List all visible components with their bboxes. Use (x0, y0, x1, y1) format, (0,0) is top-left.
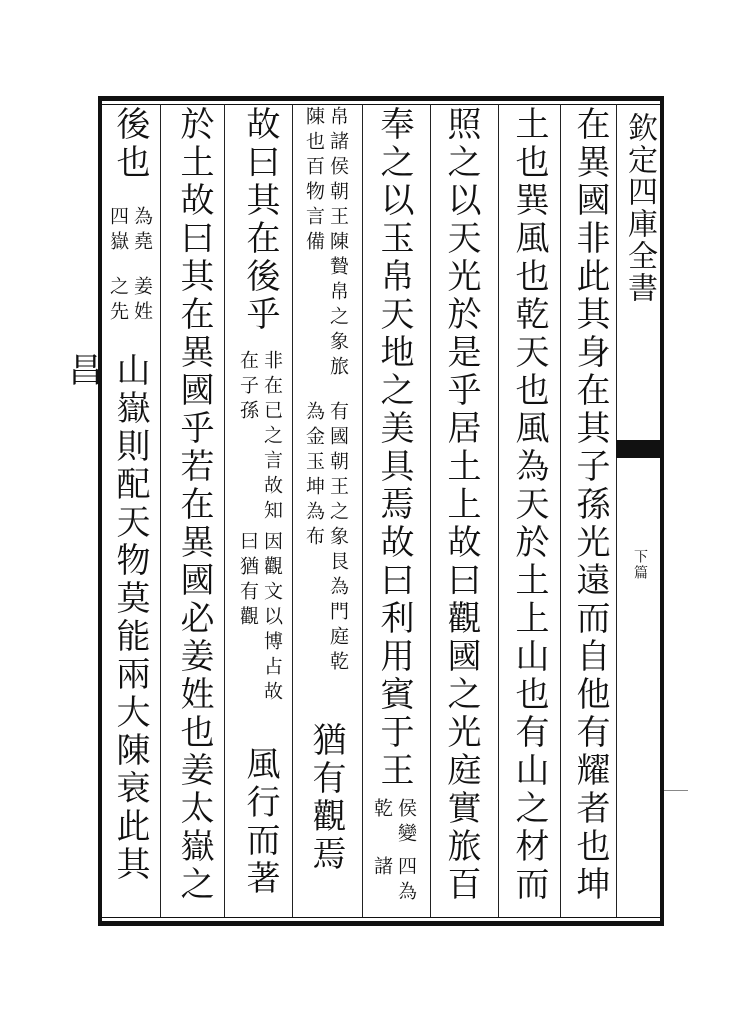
margin-tick (664, 790, 688, 791)
column-separator (292, 104, 293, 917)
bottom-border-thin (98, 917, 663, 918)
text-column-2: 土也巽風也乾天也風為天於土上山也有山之材而 (509, 106, 549, 904)
text-column-1: 在異國非此其身在其子孫光遠而自他有耀者也坤 (570, 106, 610, 904)
text-column-4 (370, 106, 418, 914)
fish-tail-mark (616, 440, 660, 458)
text-column-3: 照之以天光於是乎居土上故曰觀國之光庭實旅百 (441, 106, 481, 904)
main-text: 猶有觀焉 (306, 722, 346, 874)
commentary-left: 侯變乾 (371, 798, 417, 848)
main-text: 故曰其在後乎 (240, 106, 280, 334)
text-column-6 (236, 106, 284, 914)
left-border (98, 96, 102, 926)
commentary-left: 非在已之言故知在子孫 (237, 350, 283, 525)
commentary-left: 為堯四嶽 (107, 206, 153, 256)
main-text: 奉之以玉帛天地之美具焉故曰利用賓于王 (374, 106, 414, 790)
main-text: 後也 (110, 106, 150, 182)
column-separator (224, 104, 225, 917)
commentary (236, 350, 284, 730)
text-column-5 (302, 106, 350, 914)
column-separator (498, 104, 499, 917)
column-separator (362, 104, 363, 917)
text-column-8 (62, 106, 154, 914)
commentary-right: 四為諸 (371, 856, 417, 906)
book-title: 欽定四庫全書 (622, 112, 657, 304)
text-column-7: 於土故曰其在異國乎若在異國必姜姓也姜太嶽之 (174, 106, 214, 904)
column-separator (430, 104, 431, 917)
commentary-right: 姜姓之先 (107, 276, 153, 326)
column-separator (160, 104, 161, 917)
bottom-border-thick (98, 921, 663, 926)
margin-title-column (616, 104, 660, 917)
top-border-thick (98, 96, 663, 101)
commentary (302, 106, 350, 696)
commentary-left: 帛諸侯朝王陳贄帛之象旅陳也百物言備 (303, 106, 349, 381)
right-border (660, 96, 664, 926)
commentary (370, 798, 418, 914)
commentary-right: 因觀文以博占故曰猶有觀 (237, 530, 283, 706)
main-text-2: 風行而著 (240, 746, 280, 898)
commentary-right: 有國朝王之象艮為門庭乾為金玉坤為布 (303, 401, 349, 676)
section-label: 下篇 (632, 549, 648, 581)
commentary (106, 206, 154, 346)
column-separator (560, 104, 561, 917)
top-border-thin (98, 104, 663, 105)
main-text-2: 山嶽則配天物莫能兩大陳衰此其昌 (62, 352, 150, 884)
